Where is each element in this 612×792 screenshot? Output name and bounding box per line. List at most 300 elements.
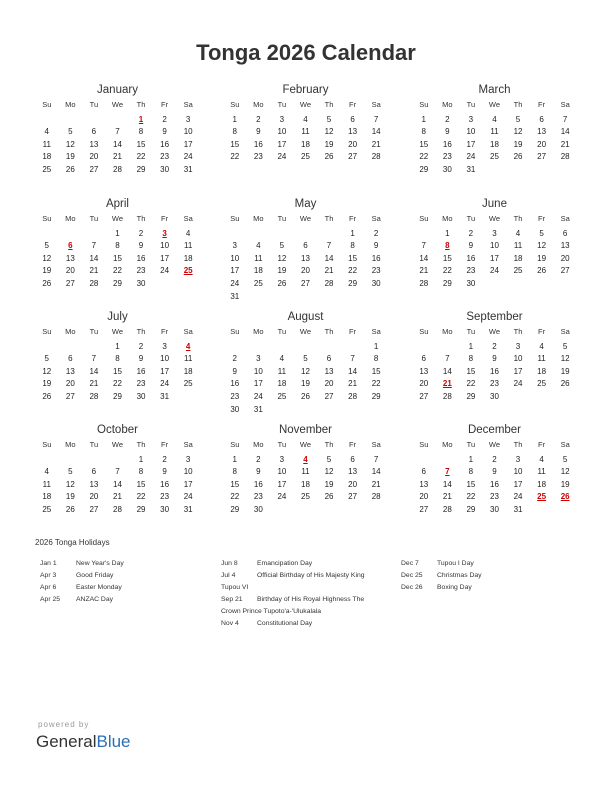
day-cell: 18 — [537, 479, 547, 489]
day-cell: 25 — [513, 266, 523, 276]
weekday-header: Tu — [89, 214, 99, 223]
day-cell: 25 — [253, 278, 263, 288]
day-cell: 25 — [490, 152, 499, 162]
weekday-header: Sa — [560, 327, 570, 336]
day-cell: 12 — [65, 139, 75, 149]
day-cell: 19 — [324, 479, 334, 489]
month-name: July — [107, 311, 128, 323]
weekday-header: Mo — [442, 214, 453, 223]
holiday-entry — [401, 582, 482, 594]
month-september — [412, 310, 577, 404]
day-cell: 23 — [136, 379, 146, 389]
day-cell: 27 — [301, 278, 310, 288]
day-cell: 29 — [371, 391, 381, 401]
holiday-column-3 — [401, 558, 482, 594]
day-cell: 10 — [253, 366, 263, 376]
day-cell: 23 — [466, 266, 476, 276]
day-cell: 3 — [162, 341, 167, 351]
month-name: September — [466, 311, 523, 323]
day-cell: 20 — [560, 253, 570, 263]
day-cell: 24 — [160, 379, 170, 389]
day-cell: 16 — [490, 366, 499, 376]
day-cell: 26 — [65, 504, 75, 514]
day-cell: 17 — [160, 253, 170, 263]
day-cell: 18 — [183, 253, 193, 263]
day-cell: 18 — [301, 479, 310, 489]
day-cell: 16 — [160, 139, 170, 149]
weekday-header: Sa — [183, 100, 193, 109]
weekday-header: Fr — [161, 327, 169, 336]
holiday-day-cell: 8 — [445, 241, 450, 251]
brand-general: General — [36, 732, 97, 751]
empty-cell — [35, 341, 59, 354]
weekday-header: We — [488, 100, 501, 109]
day-cell: 7 — [421, 241, 426, 251]
empty-cell — [436, 454, 460, 467]
empty-cell — [59, 228, 83, 241]
day-cell: 27 — [324, 391, 334, 401]
day-cell: 28 — [419, 278, 429, 288]
day-cell: 13 — [560, 241, 570, 251]
day-cell: 4 — [539, 341, 544, 351]
day-cell: 13 — [348, 127, 358, 137]
day-cell: 16 — [253, 479, 263, 489]
holiday-date: Jan 1 — [40, 560, 57, 567]
day-cell: 21 — [442, 492, 452, 502]
day-cell: 19 — [277, 266, 287, 276]
empty-cell — [247, 341, 271, 354]
day-cell: 7 — [350, 354, 355, 364]
day-cell: 30 — [490, 504, 499, 514]
day-cell: 13 — [65, 366, 75, 376]
weekday-header: Su — [419, 100, 429, 109]
day-cell: 6 — [91, 467, 97, 477]
day-cell: 13 — [419, 479, 429, 489]
day-cell: 5 — [68, 127, 73, 137]
weekday-header: Fr — [349, 100, 357, 109]
day-cell: 27 — [65, 278, 75, 288]
weekday-header: Fr — [161, 440, 169, 449]
day-cell: 21 — [89, 379, 99, 389]
day-cell: 12 — [324, 127, 334, 137]
day-cell: 16 — [230, 379, 240, 389]
day-cell: 28 — [442, 391, 452, 401]
day-cell: 12 — [277, 253, 287, 263]
weekday-header: Su — [230, 440, 240, 449]
weekday-header: We — [488, 440, 501, 449]
month-name: June — [482, 198, 507, 210]
day-cell: 11 — [490, 127, 499, 137]
day-cell: 13 — [419, 366, 429, 376]
holiday-date: Apr 3 — [40, 572, 57, 579]
day-cell: 28 — [324, 278, 334, 288]
day-cell: 26 — [65, 164, 75, 174]
day-cell: 19 — [537, 253, 547, 263]
day-cell: 26 — [301, 391, 310, 401]
day-cell: 29 — [113, 278, 122, 288]
day-cell: 3 — [515, 341, 521, 351]
day-cell: 18 — [183, 366, 193, 376]
day-cell: 6 — [326, 354, 332, 364]
weekday-header: Su — [419, 214, 429, 223]
day-cell: 19 — [560, 479, 570, 489]
weekday-header: Fr — [538, 214, 546, 223]
day-cell: 31 — [183, 504, 193, 514]
day-cell: 1 — [373, 341, 379, 351]
day-cell: 8 — [138, 127, 144, 137]
empty-cell — [317, 341, 341, 354]
day-cell: 28 — [560, 152, 570, 162]
day-cell: 15 — [113, 253, 122, 263]
month-february — [223, 83, 388, 164]
day-cell: 23 — [160, 492, 170, 502]
day-cell: 8 — [468, 467, 474, 477]
day-cell: 10 — [466, 127, 476, 137]
day-cell: 25 — [537, 379, 547, 389]
day-cell: 30 — [490, 391, 499, 401]
weekday-header: Tu — [466, 327, 476, 336]
day-cell: 19 — [42, 379, 52, 389]
weekday-header: We — [299, 214, 312, 223]
weekday-header: Su — [419, 440, 429, 449]
holiday-entry — [40, 558, 124, 570]
empty-cell — [270, 228, 294, 241]
month-name: May — [294, 198, 317, 210]
day-cell: 16 — [136, 366, 146, 376]
day-cell: 6 — [539, 114, 544, 124]
holiday-column-1 — [40, 558, 124, 606]
day-cell: 18 — [253, 266, 263, 276]
day-cell: 12 — [301, 366, 310, 376]
month-january — [35, 83, 200, 177]
day-cell: 2 — [445, 114, 450, 124]
day-cell: 15 — [230, 479, 240, 489]
holiday-day-cell: 3 — [162, 228, 167, 238]
day-cell: 11 — [537, 354, 546, 364]
weekday-header: We — [111, 100, 124, 109]
weekday-header: Sa — [183, 214, 193, 223]
day-cell: 18 — [42, 492, 52, 502]
day-cell: 4 — [256, 241, 261, 251]
weekday-header: Sa — [371, 214, 381, 223]
weekday-header: Tu — [277, 100, 287, 109]
day-cell: 2 — [162, 114, 167, 124]
day-cell: 26 — [560, 379, 570, 389]
day-cell: 13 — [324, 366, 334, 376]
day-cell: 8 — [232, 467, 237, 477]
day-cell: 23 — [490, 379, 499, 389]
day-cell: 17 — [466, 139, 476, 149]
holiday-name: Easter Monday — [76, 584, 122, 591]
day-cell: 10 — [490, 241, 499, 251]
day-cell: 11 — [184, 241, 193, 251]
day-cell: 22 — [113, 266, 122, 276]
weekday-header: Sa — [183, 327, 193, 336]
day-cell: 20 — [65, 379, 75, 389]
weekday-header: Sa — [371, 327, 381, 336]
day-cell: 26 — [277, 278, 287, 288]
day-cell: 5 — [326, 114, 332, 124]
day-cell: 29 — [466, 504, 476, 514]
weekday-header: Th — [136, 214, 146, 223]
holiday-column-2 — [221, 558, 365, 630]
day-cell: 24 — [183, 492, 193, 502]
day-cell: 23 — [442, 152, 452, 162]
holiday-date: Dec 26 — [401, 584, 423, 591]
weekday-header: Su — [230, 327, 240, 336]
weekday-header: We — [488, 214, 501, 223]
holiday-name: Official Birthday of His Majesty King — [257, 572, 365, 579]
day-cell: 17 — [513, 479, 523, 489]
day-cell: 24 — [466, 152, 476, 162]
day-cell: 21 — [560, 139, 570, 149]
empty-cell — [35, 454, 59, 467]
day-cell: 15 — [113, 366, 122, 376]
empty-cell — [82, 341, 106, 354]
weekday-header: Fr — [161, 214, 169, 223]
holiday-date: Jun 8 — [221, 560, 238, 567]
day-cell: 20 — [324, 379, 334, 389]
day-cell: 21 — [113, 492, 122, 502]
day-cell: 22 — [230, 492, 240, 502]
day-cell: 1 — [115, 341, 120, 351]
holiday-date: Sep 21 — [221, 596, 243, 603]
day-cell: 10 — [183, 467, 193, 477]
day-cell: 10 — [230, 253, 240, 263]
empty-cell — [59, 341, 83, 354]
day-cell: 31 — [183, 164, 193, 174]
day-cell: 24 — [253, 391, 263, 401]
day-cell: 6 — [562, 228, 568, 238]
day-cell: 20 — [65, 266, 75, 276]
weekday-header: Mo — [442, 440, 453, 449]
day-cell: 2 — [138, 341, 144, 351]
weekday-header: Th — [324, 440, 334, 449]
day-cell: 14 — [89, 366, 99, 376]
holiday-entry — [221, 594, 365, 606]
day-cell: 18 — [537, 366, 547, 376]
weekday-header: Tu — [277, 327, 287, 336]
day-cell: 28 — [113, 164, 122, 174]
day-cell: 24 — [230, 278, 240, 288]
day-cell: 9 — [445, 127, 450, 137]
brand-logo[interactable] — [36, 732, 131, 752]
empty-cell — [106, 454, 130, 467]
day-cell: 3 — [515, 454, 521, 464]
empty-cell — [341, 341, 365, 354]
day-cell: 14 — [113, 479, 122, 489]
weekday-header: Sa — [560, 100, 570, 109]
day-cell: 23 — [253, 152, 263, 162]
month-july — [35, 310, 200, 404]
month-august — [223, 310, 388, 416]
day-cell: 31 — [253, 404, 263, 414]
day-cell: 10 — [160, 241, 170, 251]
holiday-entry — [221, 558, 365, 570]
holiday-name: Crown Prince Tupoto'a-'Ulukalala — [221, 608, 322, 615]
day-cell: 5 — [539, 228, 544, 238]
day-cell: 28 — [89, 391, 99, 401]
day-cell: 6 — [68, 354, 73, 364]
day-cell: 27 — [560, 266, 570, 276]
day-cell: 1 — [350, 228, 355, 238]
day-cell: 2 — [232, 354, 237, 364]
day-cell: 23 — [160, 152, 170, 162]
day-cell: 19 — [65, 492, 75, 502]
day-cell: 31 — [466, 164, 476, 174]
month-april — [35, 197, 200, 291]
day-cell: 9 — [138, 354, 144, 364]
day-cell: 30 — [136, 391, 146, 401]
day-cell: 14 — [324, 253, 334, 263]
day-cell: 16 — [136, 253, 146, 263]
day-cell: 16 — [490, 479, 499, 489]
day-cell: 11 — [42, 479, 51, 489]
day-cell: 2 — [492, 454, 497, 464]
day-cell: 6 — [91, 127, 97, 137]
day-cell: 3 — [468, 114, 474, 124]
empty-cell — [412, 454, 436, 467]
empty-cell — [59, 114, 83, 127]
holiday-name: Christmas Day — [437, 572, 482, 579]
holiday-day-cell: 25 — [537, 492, 547, 502]
day-cell: 31 — [160, 391, 170, 401]
day-cell: 29 — [442, 278, 452, 288]
day-cell: 14 — [560, 127, 570, 137]
holiday-entry — [221, 582, 365, 594]
day-cell: 21 — [371, 139, 381, 149]
holiday-name: Emancipation Day — [257, 560, 313, 567]
day-cell: 6 — [421, 467, 426, 477]
day-cell: 25 — [183, 379, 193, 389]
day-cell: 22 — [466, 492, 476, 502]
day-cell: 8 — [115, 241, 120, 251]
day-cell: 14 — [419, 253, 429, 263]
weekday-header: Mo — [65, 214, 76, 223]
empty-cell — [270, 341, 294, 354]
day-cell: 30 — [371, 278, 381, 288]
day-cell: 7 — [562, 114, 568, 124]
weekday-header: Mo — [65, 100, 76, 109]
weekday-header: Mo — [253, 214, 264, 223]
weekday-header: Mo — [253, 327, 264, 336]
day-cell: 23 — [230, 391, 240, 401]
empty-cell — [223, 341, 247, 354]
day-cell: 6 — [421, 354, 426, 364]
day-cell: 13 — [65, 253, 75, 263]
day-cell: 4 — [44, 127, 49, 137]
weekday-header: Mo — [253, 100, 264, 109]
day-cell: 24 — [490, 266, 499, 276]
day-cell: 30 — [442, 164, 452, 174]
brand-blue: Blue — [96, 732, 131, 751]
day-cell: 17 — [253, 379, 263, 389]
day-cell: 22 — [136, 152, 146, 162]
weekday-header: Tu — [277, 214, 287, 223]
day-cell: 10 — [277, 127, 287, 137]
day-cell: 12 — [324, 467, 334, 477]
weekday-header: Su — [230, 214, 240, 223]
day-cell: 18 — [277, 379, 287, 389]
day-cell: 9 — [256, 467, 261, 477]
month-name: February — [282, 84, 329, 96]
day-cell: 5 — [44, 241, 49, 251]
empty-cell — [223, 228, 247, 241]
weekday-header: Tu — [466, 100, 476, 109]
day-cell: 17 — [160, 366, 170, 376]
day-cell: 18 — [490, 139, 499, 149]
weekday-header: Su — [230, 100, 240, 109]
weekday-header: Su — [42, 440, 52, 449]
day-cell: 28 — [442, 504, 452, 514]
day-cell: 8 — [468, 354, 474, 364]
weekday-header: Fr — [349, 214, 357, 223]
holiday-date: Nov 4 — [221, 620, 239, 627]
day-cell: 16 — [466, 253, 476, 263]
month-name: January — [97, 84, 138, 96]
holiday-name: Tupou I Day — [437, 560, 474, 567]
month-june — [412, 197, 577, 291]
day-cell: 12 — [65, 479, 75, 489]
day-cell: 22 — [136, 492, 146, 502]
holiday-date: Jul 4 — [221, 572, 236, 579]
day-cell: 8 — [115, 354, 120, 364]
holiday-name: Constitutional Day — [257, 620, 313, 627]
day-cell: 22 — [230, 152, 240, 162]
weekday-header: Fr — [538, 440, 546, 449]
day-cell: 21 — [371, 479, 381, 489]
day-cell: 12 — [560, 467, 570, 477]
day-cell: 24 — [183, 152, 193, 162]
weekday-header: Tu — [89, 440, 99, 449]
holiday-date: Apr 25 — [40, 596, 61, 603]
weekday-header: Th — [136, 327, 146, 336]
month-may — [223, 197, 388, 303]
holiday-entry — [221, 606, 365, 618]
weekday-header: Tu — [466, 440, 476, 449]
day-cell: 9 — [492, 354, 497, 364]
day-cell: 26 — [42, 278, 52, 288]
holiday-day-cell: 4 — [185, 341, 191, 351]
day-cell: 27 — [537, 152, 547, 162]
day-cell: 1 — [232, 114, 237, 124]
day-cell: 22 — [419, 152, 429, 162]
day-cell: 10 — [160, 354, 170, 364]
month-name: August — [287, 311, 324, 323]
day-cell: 1 — [468, 341, 474, 351]
day-cell: 28 — [371, 492, 381, 502]
holiday-entry — [40, 570, 124, 582]
day-cell: 29 — [466, 391, 476, 401]
day-cell: 30 — [466, 278, 476, 288]
day-cell: 28 — [371, 152, 381, 162]
day-cell: 12 — [560, 354, 570, 364]
weekday-header: Fr — [349, 327, 357, 336]
day-cell: 17 — [513, 366, 523, 376]
day-cell: 1 — [468, 454, 474, 464]
day-cell: 5 — [562, 454, 568, 464]
holiday-name: New Year's Day — [76, 560, 124, 567]
holiday-day-cell: 1 — [138, 114, 144, 124]
weekday-header: Fr — [349, 440, 357, 449]
day-cell: 9 — [492, 467, 497, 477]
day-cell: 11 — [254, 253, 263, 263]
weekday-header: We — [111, 327, 124, 336]
day-cell: 28 — [348, 391, 358, 401]
day-cell: 11 — [184, 354, 193, 364]
weekday-header: Su — [42, 100, 52, 109]
powered-by-text: powered by — [38, 720, 90, 729]
